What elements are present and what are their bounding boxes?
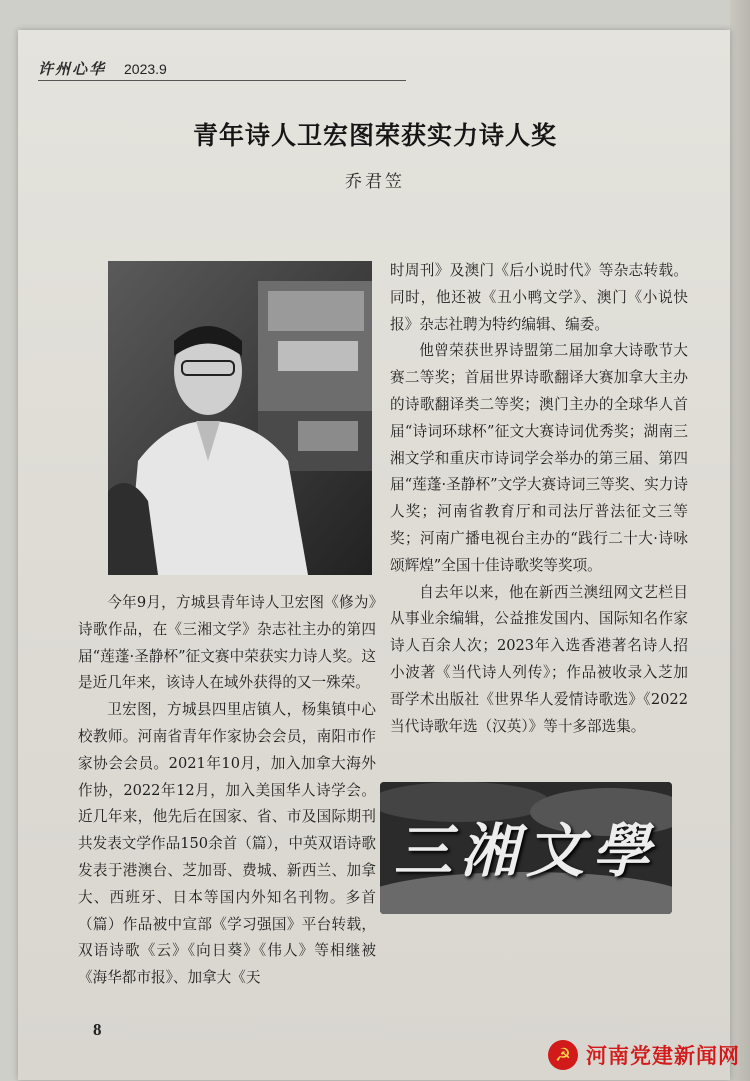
left-column [78,590,376,992]
article-author: 乔君笠 [345,172,405,192]
magazine-logo: 许州心华 [38,60,107,78]
page-edge [730,0,750,1081]
banner-text: 三湘文學 [393,817,658,885]
header-divider [38,80,406,81]
paragraph: 他曾荣获世界诗盟第二届加拿大诗歌节大赛二等奖；首届世界诗歌翻译大赛加拿大主办的诗歌翻译类二等奖；澳门主办的全球华人首届“诗词环球杯”征文大赛诗词优秀奖；湖南三湘文学和重庆市诗词学会举办的第三届、第四届“莲蓬·圣静杯”文学大赛诗词三等奖、实力诗人奖；河南省教育厅和司法厅普法征文三等奖；河南广播电视台主办的“践行二十大·诗咏颂辉煌”全国十佳诗歌奖等奖项。 [390,342,688,574]
page-header [38,58,167,79]
page-number: 8 [93,1020,102,1039]
paragraph: 时周刊》及澳门《后小说时代》等杂志转载。同时，他还被《丑小鸭文学》、澳门《小说快报》杂志社聘为特约编辑、编委。 [390,262,688,333]
paragraph: 卫宏图，方城县四里店镇人，杨集镇中心校教师。河南省青年作家协会会员，南阳市作家协会会员。2021年10月，加入加拿大海外作协，2022年12月，加入美国华人诗学会。近几年来，他先后在国家、省、市及国际期刊共发表文学作品150余首（篇），中英双语诗歌发表于港澳台、芝加哥、费城、新西兰、加拿大、西班牙、日本等国内外知名刊物。多首（篇）作品被中宣部《学习强国》平台转载，双语诗歌《云》《向日葵》《伟人》等相继被《海华都市报》、加拿大《天 [78,701,376,987]
paragraph: 自去年以来，他在新西兰澳纽网文艺栏目从事业余编辑，公益推发国内、国际知名作家诗人百余人次；2023年入选香港著名诗人招小波著《当代诗人列传》；作品被收录入芝加哥学术出版社《世界华人爱情诗歌选》《2022当代诗歌年选（汉英）》等十多部选集。 [390,583,688,735]
author-photo [108,261,372,575]
paragraph: 今年9月，方城县青年诗人卫宏图《修为》诗歌作品，在《三湘文学》杂志社主办的第四届“莲蓬·圣静杯”征文赛中荣获实力诗人奖。这是近几年来，该诗人在域外获得的又一殊荣。 [78,594,376,692]
party-emblem-icon: ☭ [548,1040,578,1070]
right-column [390,258,688,740]
issue-number: 2023.9 [124,60,167,77]
magazine-banner [380,782,672,914]
site-watermark [548,1040,740,1070]
article-title: 青年诗人卫宏图荣获实力诗人奖 [192,121,557,150]
watermark-text: 河南党建新闻网 [586,1044,740,1068]
